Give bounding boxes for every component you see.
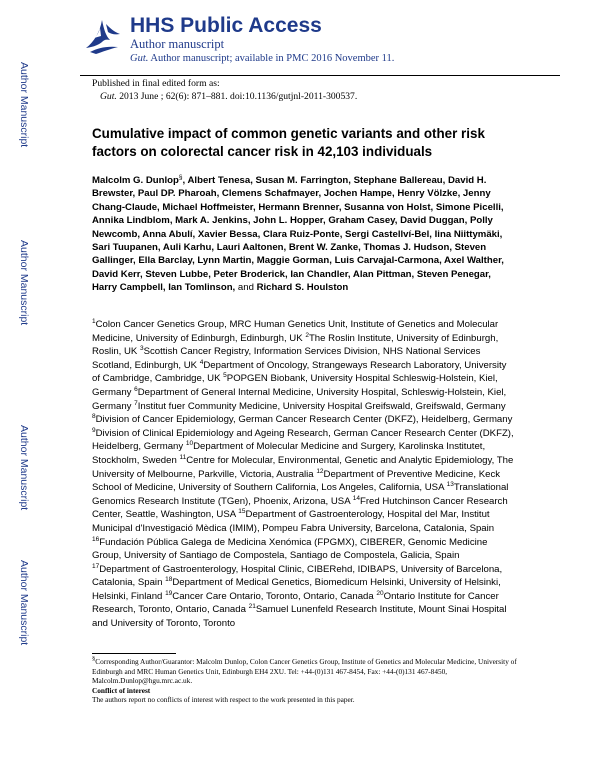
published-citation (92, 90, 552, 103)
affiliation: $^{11}$Centre for Molecular, Environmental, Genetic and Analytic Epidemiology, The University of Melbourne, Parkville, Victoria, Australia (92, 453, 514, 480)
correspondence-note (92, 657, 522, 686)
affiliation: $^{15}$Department of Gastroenterology, Hospital del Mar, Institut Municipal d'Investigació Mèdica (IMIM), Pompeu Fabra University, Barcelona, Catalonia, Spain (92, 508, 495, 534)
affiliation: $^9$Division of Clinical Epidemiology and Ageing Research, German Cancer Research Center (DKFZ), Heidelberg, Germany (92, 426, 514, 453)
footnotes (92, 657, 522, 705)
affiliation: $^{20}$Ontario Institute for Cancer Research, Toronto, Ontario, Canada (92, 589, 499, 616)
footnote-mark: § (92, 655, 96, 663)
affiliation: $^{17}$Department of Gastroenterology, Hospital Clinic, CIBERehd, IDIBAPS, University of Barcelona, Catalonia, Spain (92, 562, 503, 589)
affiliation: $^{18}$Department of Medical Genetics, Biomedicum Helsinki, University of Helsinki, Helsinki, Finland (92, 576, 501, 602)
conflict-text: The authors report no conflicts of interest with respect to the work presented in this paper. (92, 695, 355, 705)
sidebar-author-manuscript (8, 0, 30, 776)
header (80, 14, 560, 76)
affiliation: $^3$Scottish Cancer Registry, Information Services Division, NHS National Services Scotland, Edinburgh, UK (92, 345, 481, 371)
affiliation: $^{16}$Fundación Pública Galega de Medicina Xenómica (FPGMX), CIBERER, Genomic Medicine Group, University of Santiago de Compostela, Santiago de Compostela, Galicia, Spain (92, 535, 488, 562)
co-authors: , Albert Tenesa, Susan M. Farrington, Stephane Ballereau, David H. Brewster, Paul DP. Pharoah, Clemens Schafmayer, Jochen Hampe, Henry Völzke, Jenny Chang-Claude, Michael Hoffmeister, Hermann Brenner, Susanna von Holst, Simone Picelli, Annika Lindblom, Mark A. Jenkins, John L. Hopper, Graham Casey, David Duggan, Polly Newcomb, Anna Abulí, Xavier Bessa, Clara Ruiz-Ponte, Sergi Castellví-Bel, Iina Niittymäki, Sari Tuupanen, Auli Karhu, Lauri Aaltonen, Brent W. Zanke, Thomas J. Hudson, Steven Gallinger, Ella Barclay, Lynn Martin, Maggie Gorman, Luis Carvajal-Carmona, Axel Walther, David Kerr, Steven Lubbe, Peter Broderick, Ian Chandler, Alan Pittman, Steven Penegar, Harry Campbell, Ian Tomlinson, (92, 175, 504, 294)
affiliation: $^6$Department of General Internal Medicine, University Hospital, Schleswig-Holstein, Kiel, Germany (92, 385, 507, 412)
affiliation: $^{14}$Fred Hutchinson Cancer Research Center, Seattle, Washington, USA (92, 494, 508, 521)
footnote-divider (92, 653, 176, 654)
last-author: Richard S. Houlston (256, 282, 349, 294)
correspondence-mark: § (178, 173, 183, 181)
sidebar-label: Author Manuscript (18, 240, 30, 326)
page-title: HHS Public Access (130, 14, 322, 37)
published-label: Published in final edited form as: (92, 78, 220, 89)
hhs-eagle-logo (80, 14, 124, 58)
conflict-heading: Conflict of interest (92, 685, 151, 695)
header-text (130, 14, 394, 66)
affiliation: $^{13}$Translational Genomics Research Institute (TGen), Phoenix, Arizona, USA (92, 480, 509, 507)
correspondence-text: Corresponding Author/Guarantor: Malcolm Dunlop, Colon Cancer Genetics Group, Institute of Genetics and Molecular Medicine, University of Edinburgh and MRC Human Genetics Unit, Edinburgh EH4 2XU. Tel: +44-(0)131 467-8454, Fax: +44-(0)131 467-8450, Malcolm.Dunlop@hgu.mrc.ac.uk. (92, 657, 517, 686)
affiliation: $^1$Colon Cancer Genetics Group, MRC Human Genetics Unit, Institute of Genetics and Molecular Medicine, University of Edinburgh, Edinburgh, UK (92, 317, 499, 344)
affiliation: $^{10}$Department of Molecular Medicine and Surgery, Karolinska Institutet, Stockholm, Sweden (92, 440, 486, 466)
first-author: Malcolm G. Dunlop (92, 175, 179, 186)
citation-details: 2013 June ; 62(6): 871–881. doi:10.1136/gutjnl-2011-300537. (116, 91, 358, 102)
sidebar-label: Author Manuscript (18, 425, 30, 511)
affiliation: $^4$Department of Oncology, Strangeways Research Laboratory, University of Cambridge, Cambridge, UK (92, 358, 507, 385)
availability-text: Author manuscript; available in PMC 2016 November 11. (148, 53, 395, 64)
affiliation: $^2$The Roslin Institute, University of Edinburgh, Roslin, UK (92, 331, 499, 358)
affiliations (92, 318, 517, 631)
affiliation: $^5$POPGEN Biobank, University Hospital Schleswig-Holstein, Kiel, Germany (92, 372, 498, 398)
affiliation: $^8$Division of Cancer Epidemiology, German Cancer Research Center (DKFZ), Heidelberg, Germany (92, 412, 513, 426)
publication-info (92, 77, 552, 103)
affiliation: $^{21}$Samuel Lunenfeld Research Institute, Mount Sinai Hospital and University of Toronto, Toronto (92, 603, 507, 630)
journal-name: Gut. (100, 91, 117, 102)
header-divider (80, 75, 560, 76)
affiliation: $^7$Institut fuer Community Medicine, University Hospital Greifswald, Greifswald, Germany (134, 399, 506, 412)
article-title: Cumulative impact of common genetic variants and other risk factors on colorectal cancer risk in 42,103 individuals (92, 126, 485, 159)
author-list (92, 174, 512, 295)
manuscript-type: Author manuscript (130, 37, 225, 51)
author-conjunction: and (235, 282, 257, 294)
affiliation: $^{19}$Cancer Care Ontario, Toronto, Ontario, Canada (165, 589, 377, 602)
sidebar-label: Author Manuscript (18, 62, 30, 148)
affiliation: $^{12}$Department of Preventive Medicine, Keck School of Medicine, University of Southern California, Los Angeles, California, USA (92, 467, 501, 494)
availability-citation (130, 52, 394, 66)
journal-name: Gut. (130, 53, 149, 64)
sidebar-label: Author Manuscript (18, 560, 30, 646)
